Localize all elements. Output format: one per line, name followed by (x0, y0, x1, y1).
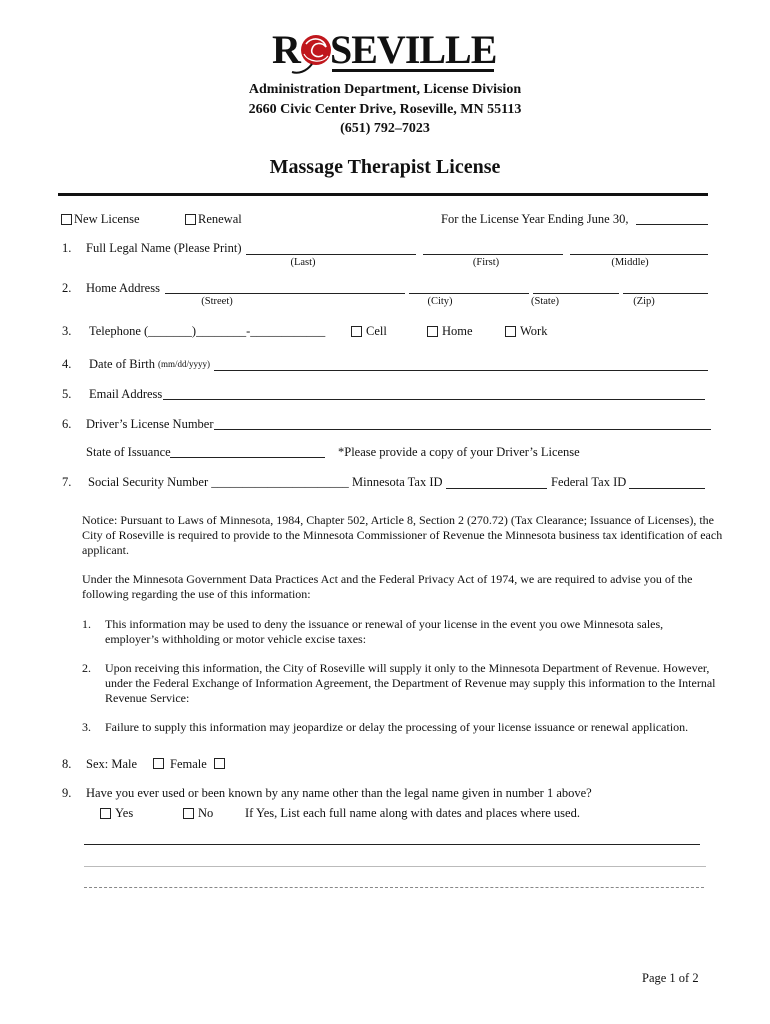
notice-item-3-number: 3. (82, 720, 91, 734)
drivers-license-label: Driver’s License Number (86, 417, 214, 431)
city-field[interactable] (409, 293, 529, 294)
license-copy-note: *Please provide a copy of your Driver’s License (338, 445, 580, 459)
no-label: No (198, 806, 214, 820)
middle-name-field[interactable] (570, 254, 708, 255)
ssn-label: Social Security Number ______________________ (88, 475, 349, 489)
other-names-line-3[interactable] (84, 887, 704, 888)
cell-label: Cell (366, 324, 387, 338)
telephone-label: Telephone (_______)________-____________ (89, 324, 326, 338)
zip-caption: (Zip) (633, 296, 655, 307)
first-name-caption: (First) (472, 257, 500, 268)
new-license-checkbox[interactable] (61, 214, 72, 225)
notice-item-2-number: 2. (82, 661, 91, 675)
middle-name-caption: (Middle) (611, 257, 649, 268)
q4-number: 4. (62, 357, 72, 371)
q6-number: 6. (62, 417, 72, 431)
header-line-1: Administration Department, License Division (248, 82, 522, 97)
license-year-label: For the License Year Ending June 30, (441, 212, 629, 226)
state-caption: (State) (531, 296, 559, 307)
street-field[interactable] (165, 293, 405, 294)
dob-field[interactable] (214, 370, 708, 371)
notice-paragraph-2: Under the Minnesota Government Data Practices Act and the Federal Privacy Act of 1974, we are required to advise you of the following regarding the use of this information: (82, 572, 693, 601)
sex-male-label: Sex: Male (86, 757, 138, 771)
street-caption: (Street) (201, 296, 233, 307)
no-checkbox[interactable] (183, 808, 194, 819)
cell-checkbox[interactable] (351, 326, 362, 337)
female-checkbox[interactable] (214, 758, 225, 769)
mn-tax-id-field[interactable] (446, 488, 547, 489)
q9-number: 9. (62, 786, 72, 800)
home-address-label: Home Address (86, 281, 160, 295)
q3-number: 3. (62, 324, 72, 338)
male-checkbox[interactable] (153, 758, 164, 769)
other-names-line-1[interactable] (84, 844, 700, 845)
notice-paragraph-1: Notice: Pursuant to Laws of Minnesota, 1984, Chapter 502, Article 8, Section 2 (270.72) (Tax Clearance; Issuance of Licenses), the City of Roseville is required to provide to the Minnesota Commissioner of Revenue the Minnesota business tax identification of each applicant. (82, 513, 723, 557)
title-rule (58, 193, 708, 196)
state-field[interactable] (533, 293, 619, 294)
full-name-label: Full Legal Name (Please Print) (86, 241, 242, 255)
license-year-field[interactable] (636, 224, 708, 225)
dob-label: Date of Birth (89, 357, 155, 371)
other-names-question: Have you ever used or been known by any name other than the legal name given in number 1 above? (86, 786, 592, 800)
last-name-caption: (Last) (290, 257, 316, 268)
last-name-field[interactable] (246, 254, 416, 255)
dob-hint: (mm/dd/yyyy) (158, 359, 210, 369)
female-label: Female (170, 757, 207, 771)
zip-field[interactable] (623, 293, 708, 294)
renewal-label: Renewal (198, 212, 242, 226)
city-caption: (City) (427, 296, 453, 307)
header-line-2: 2660 Civic Center Drive, Roseville, MN 55113 (248, 102, 522, 117)
notice-item-1-number: 1. (82, 617, 91, 631)
home-checkbox[interactable] (427, 326, 438, 337)
yes-checkbox[interactable] (100, 808, 111, 819)
logo-letter-r: R (272, 27, 300, 72)
federal-tax-id-field[interactable] (629, 488, 705, 489)
mn-tax-id-label: Minnesota Tax ID (352, 475, 443, 489)
new-license-label: New License (74, 212, 140, 226)
page-number: Page 1 of 2 (642, 971, 699, 985)
header-line-3: (651) 792–7023 (340, 121, 430, 136)
q2-number: 2. (62, 281, 72, 295)
notice-item-1-text: This information may be used to deny the issuance or renewal of your license in the event you owe Minnesota sales, employer’s withholding or motor vehicle excise taxes: (105, 617, 664, 646)
drivers-license-field[interactable] (214, 429, 711, 430)
q8-number: 8. (62, 757, 72, 771)
other-names-line-2[interactable] (84, 866, 706, 867)
notice-item-2-text: Upon receiving this information, the City of Roseville will supply it only to the Minnesota Department of Revenue. However, under the Federal Exchange of Information Agreement, the Department of Revenue may supply this information to the Internal Revenue Service: (105, 661, 716, 705)
work-label: Work (520, 324, 548, 338)
q7-number: 7. (62, 475, 72, 489)
work-checkbox[interactable] (505, 326, 516, 337)
roseville-logo (272, 27, 497, 76)
q1-number: 1. (62, 241, 72, 255)
federal-tax-id-label: Federal Tax ID (551, 475, 627, 489)
notice-item-3-text: Failure to supply this information may jeopardize or delay the processing of your license issuance or renewal application. (105, 720, 689, 734)
form-title: Massage Therapist License (269, 156, 501, 178)
email-field[interactable] (163, 399, 705, 400)
logo-letters-seville: SEVILLE (330, 27, 497, 72)
home-label: Home (442, 324, 473, 338)
if-yes-instructions: If Yes, List each full name along with dates and places where used. (245, 806, 580, 820)
renewal-checkbox[interactable] (185, 214, 196, 225)
state-issuance-field[interactable] (170, 457, 325, 458)
yes-label: Yes (115, 806, 134, 820)
first-name-field[interactable] (423, 254, 563, 255)
email-label: Email Address (89, 387, 163, 401)
q5-number: 5. (62, 387, 72, 401)
state-issuance-label: State of Issuance (86, 445, 171, 459)
